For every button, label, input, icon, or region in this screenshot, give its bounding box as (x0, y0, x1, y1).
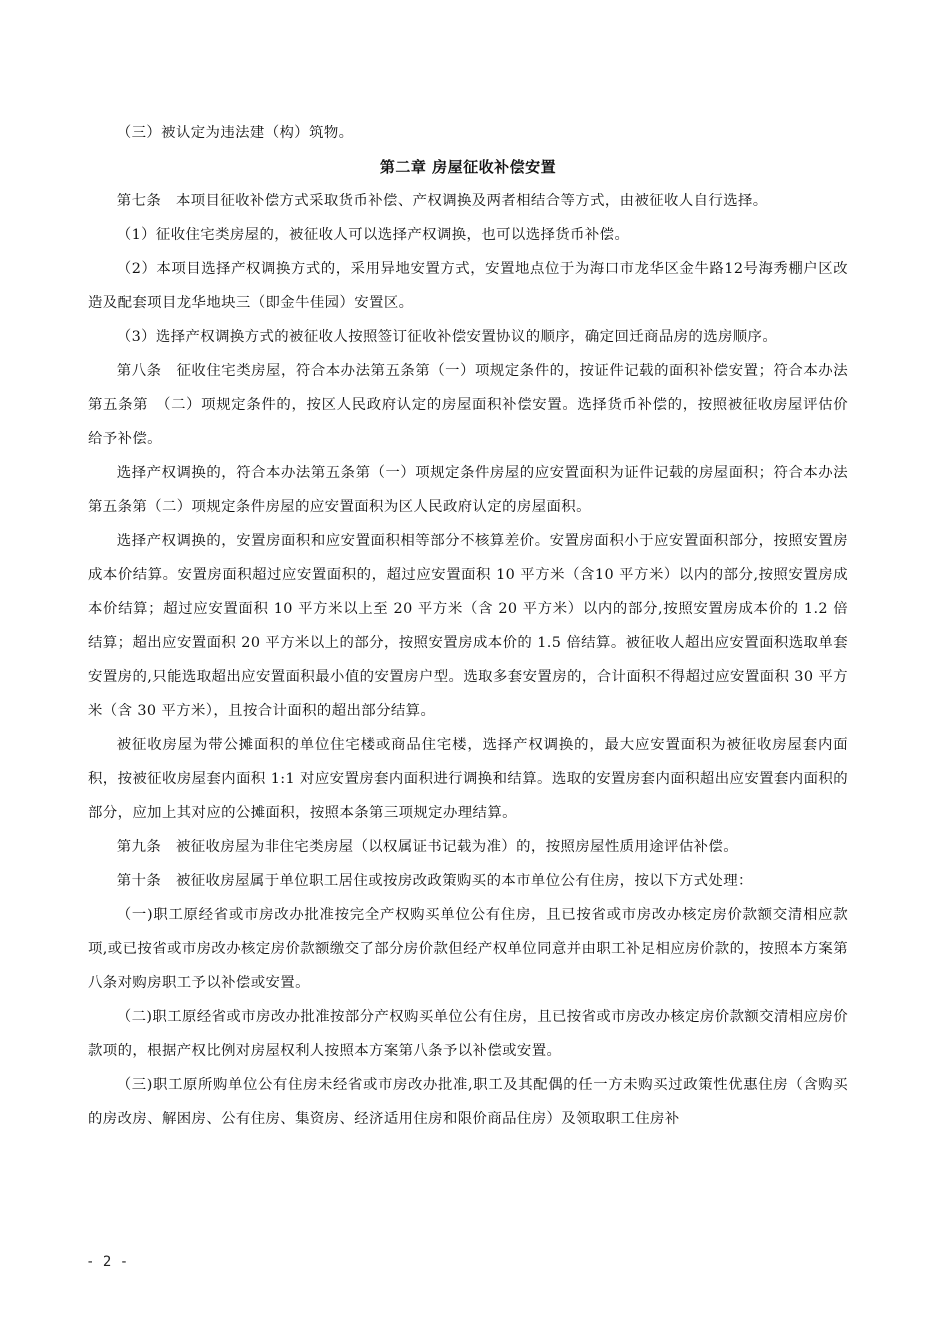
article-9: 第九条 被征收房屋为非住宅类房屋（以权属证书记载为准）的，按照房屋性质用途评估补偿。 (116, 839, 739, 855)
article-7-clause-3: （3）选择产权调换方式的被征收人按照签订征收补偿安置协议的顺序，确定回迁商品房的选房顺序。 (116, 329, 778, 345)
article-8-para-3: 选择产权调换的，安置房面积和应安置面积相等部分不核算差价。安置房面积小于应安置面积部分，按照安置房成本价结算。安置房面积超过应安置面积的，超过应安置面积 10 平方米（含10 平方米）以内的部分,按照安置房成本价结算；超过应安置面积 10 平方米以上至 20 平方米（含 20 平方米）以内的部分,按照安置房成本价的 1.2 倍结算；超出应安置面积 20 平方米以上的部分，按照安置房成本价的 1.5 倍结算。被征收人超出应安置面积选取单套安置房的,只能选取超出应安置面积最小值的安置房户型。选取多套安置房的，合计面积不得超过应安置面积 30 平方米（含 30 平方米），且按合计面积的超出部分结算。 (88, 533, 848, 719)
article-8-para-2: 选择产权调换的，符合本办法第五条第（一）项规定条件房屋的应安置面积为证件记载的房屋面积；符合本办法第五条第（二）项规定条件房屋的应安置面积为区人民政府认定的房屋面积。 (88, 465, 848, 515)
paragraph-item-3: （三）被认定为违法建（构）筑物。 (116, 125, 354, 141)
article-10: 第十条 被征收房屋属于单位职工居住或按房改政策购买的本市单位公有住房，按以下方式处理： (116, 873, 753, 889)
article-10-item-2: （二)职工原经省或市房改办批准按部分产权购买单位公有住房，且已按省或市房改办核定房价款额交清相应房价款项的，根据产权比例对房屋权利人按照本方案第八条予以补偿或安置。 (88, 1009, 848, 1059)
chapter-heading: 第二章 房屋征收补偿安置 (379, 158, 557, 176)
article-7-clause-1: （1）征收住宅类房屋的，被征收人可以选择产权调换，也可以选择货币补偿。 (116, 227, 630, 243)
article-7-clause-2: （2）本项目选择产权调换方式的，采用异地安置方式，安置地点位于为海口市龙华区金牛路12号海秀棚户区改造及配套项目龙华地块三（即金牛佳园）安置区。 (88, 261, 848, 311)
article-10-item-1: （一)职工原经省或市房改办批准按完全产权购买单位公有住房，且已按省或市房改办核定房价款额交清相应款项,或已按省或市房改办核定房价款额缴交了部分房价款但经产权单位同意并由职工补足相应房价款的，按照本方案第八条对购房职工予以补偿或安置。 (88, 907, 848, 991)
article-7: 第七条 本项目征收补偿方式采取货币补偿、产权调换及两者相结合等方式，由被征收人自行选择。 (116, 193, 768, 209)
page-number: - 2 - (86, 1254, 129, 1270)
article-10-item-3: （三)职工原所购单位公有住房未经省或市房改办批准,职工及其配偶的任一方未购买过政策性优惠住房（含购买的房改房、解困房、公有住房、集资房、经济适用住房和限价商品住房）及领取职工住房补 (88, 1077, 848, 1127)
document-body (88, 116, 848, 1136)
article-8-para-4: 被征收房屋为带公摊面积的单位住宅楼或商品住宅楼，选择产权调换的，最大应安置面积为被征收房屋套内面积，按被征收房屋套内面积 1:1 对应安置房套内面积进行调换和结算。选取的安置房套内面积超出应安置套内面积的部分，应加上其对应的公摊面积，按照本条第三项规定办理结算。 (88, 737, 848, 821)
article-8: 第八条 征收住宅类房屋，符合本办法第五条第（一）项规定条件的，按证件记载的面积补偿安置；符合本办法第五条第 （二）项规定条件的，按区人民政府认定的房屋面积补偿安置。选择货币补偿的，按照被征收房屋评估价给予补偿。 (88, 363, 848, 447)
